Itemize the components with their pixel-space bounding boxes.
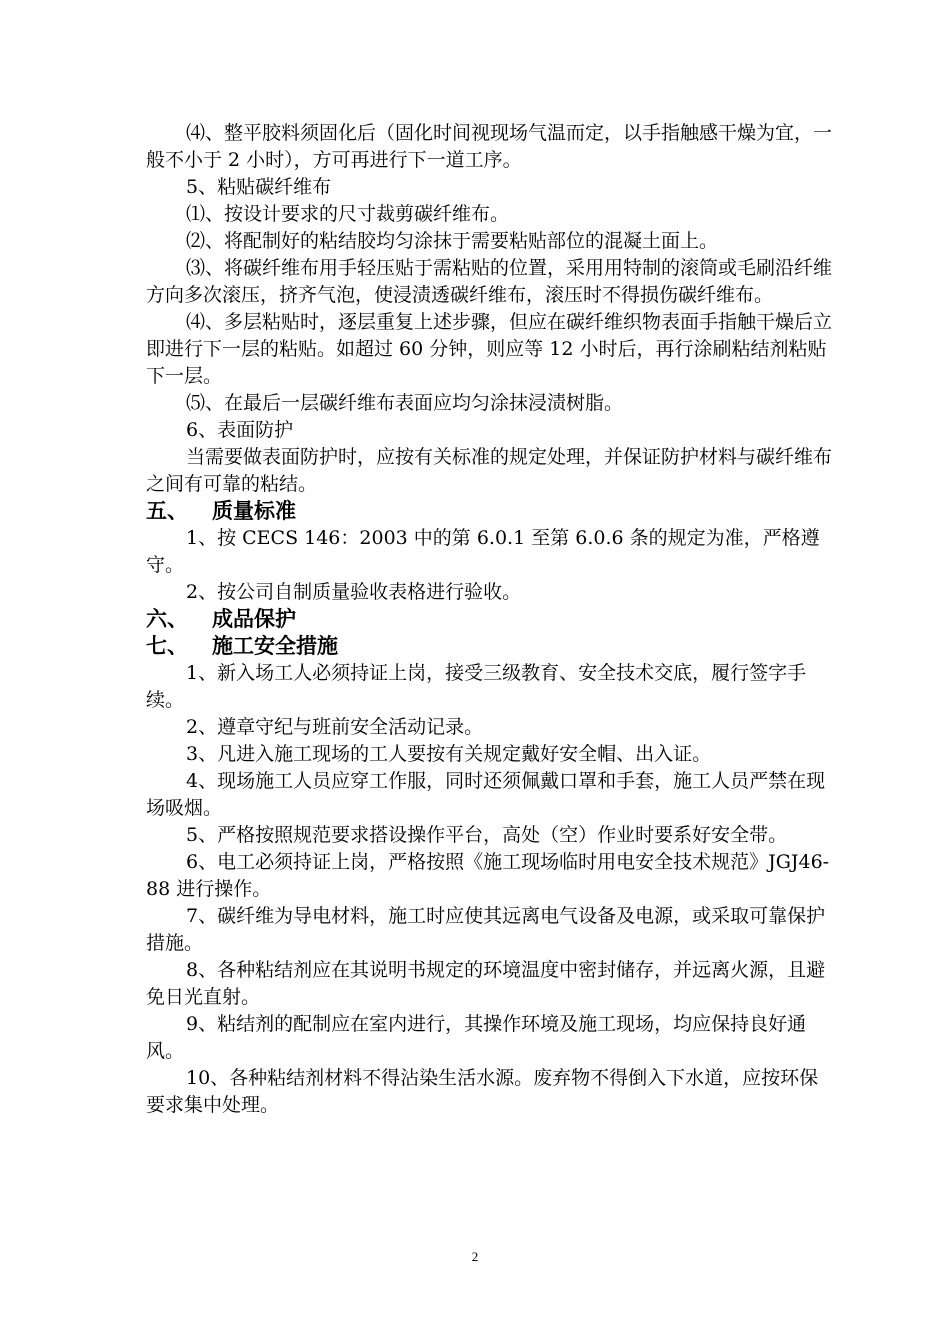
section-number: 七、 <box>146 634 188 658</box>
paragraph: 8、各种粘结剂应在其说明书规定的环境温度中密封储存，并远离火源，且避免日光直射。 <box>146 959 826 1008</box>
page-body <box>146 120 836 1119</box>
paragraph: 4、现场施工人员应穿工作服，同时还须佩戴口罩和手套，施工人员严禁在现场吸烟。 <box>146 770 826 819</box>
paragraph: 2、按公司自制质量验收表格进行验收。 <box>186 581 522 603</box>
page-number: 2 <box>471 1249 479 1264</box>
paragraph: ⑶、将碳纤维布用手轻压贴于需粘贴的位置，采用用特制的滚筒或毛刷沿纤维方向多次滚压，挤齐气泡，使浸渍透碳纤维布，滚压时不得损伤碳纤维布。 <box>146 257 833 306</box>
paragraph: 5、粘贴碳纤维布 <box>186 176 332 198</box>
paragraph: 当需要做表面防护时，应按有关标准的规定处理，并保证防护材料与碳纤维布之间有可靠的粘结。 <box>146 446 833 495</box>
section-heading <box>146 633 836 660</box>
paragraph: 9、粘结剂的配制应在室内进行，其操作环境及施工现场，均应保持良好通风。 <box>146 1013 807 1062</box>
paragraph: 10、各种粘结剂材料不得沾染生活水源。废弃物不得倒入下水道，应按环保要求集中处理。 <box>146 1067 819 1116</box>
paragraph: ⑸、在最后一层碳纤维布表面应均匀涂抹浸渍树脂。 <box>186 392 624 414</box>
section-title: 成品保护 <box>212 607 296 631</box>
paragraph: 6、电工必须持证上岗，严格按照《施工现场临时用电安全技术规范》JGJ46-88 进行操作。 <box>146 851 830 900</box>
paragraph: 5、严格按照规范要求搭设操作平台，高处（空）作业时要系好安全带。 <box>186 824 788 846</box>
paragraph: ⑴、按设计要求的尺寸裁剪碳纤维布。 <box>186 203 510 225</box>
paragraph: ⑷、多层粘贴时，逐层重复上述步骤，但应在碳纤维织物表面手指触干燥后立即进行下一层的粘贴。如超过 60 分钟，则应等 12 小时后，再行涂刷粘结剂粘贴下一层。 <box>146 311 833 387</box>
section-number: 六、 <box>146 607 188 631</box>
paragraph: 7、碳纤维为导电材料，施工时应使其远离电气设备及电源，或采取可靠保护措施。 <box>146 905 826 954</box>
section-heading <box>146 606 836 633</box>
paragraph: 3、凡进入施工现场的工人要按有关规定戴好安全帽、出入证。 <box>186 743 712 765</box>
paragraph: ⑵、将配制好的粘结胶均匀涂抹于需要粘贴部位的混凝土面上。 <box>186 230 719 252</box>
section-title: 质量标准 <box>212 499 296 523</box>
paragraph: 2、遵章守纪与班前安全活动记录。 <box>186 716 484 738</box>
paragraph: 1、新入场工人必须持证上岗，接受三级教育、安全技术交底，履行签字手续。 <box>146 662 807 711</box>
paragraph: 1、按 CECS 146：2003 中的第 6.0.1 至第 6.0.6 条的规定为准，严格遵守。 <box>146 527 820 576</box>
paragraph: ⑷、整平胶料须固化后（固化时间视现场气温而定，以手指触感干燥为宜，一般不小于 2 小时），方可再进行下一道工序。 <box>146 122 833 171</box>
section-number: 五、 <box>146 499 188 523</box>
section-heading <box>146 498 836 525</box>
section-title: 施工安全措施 <box>212 634 338 658</box>
paragraph: 6、表面防护 <box>186 419 294 441</box>
